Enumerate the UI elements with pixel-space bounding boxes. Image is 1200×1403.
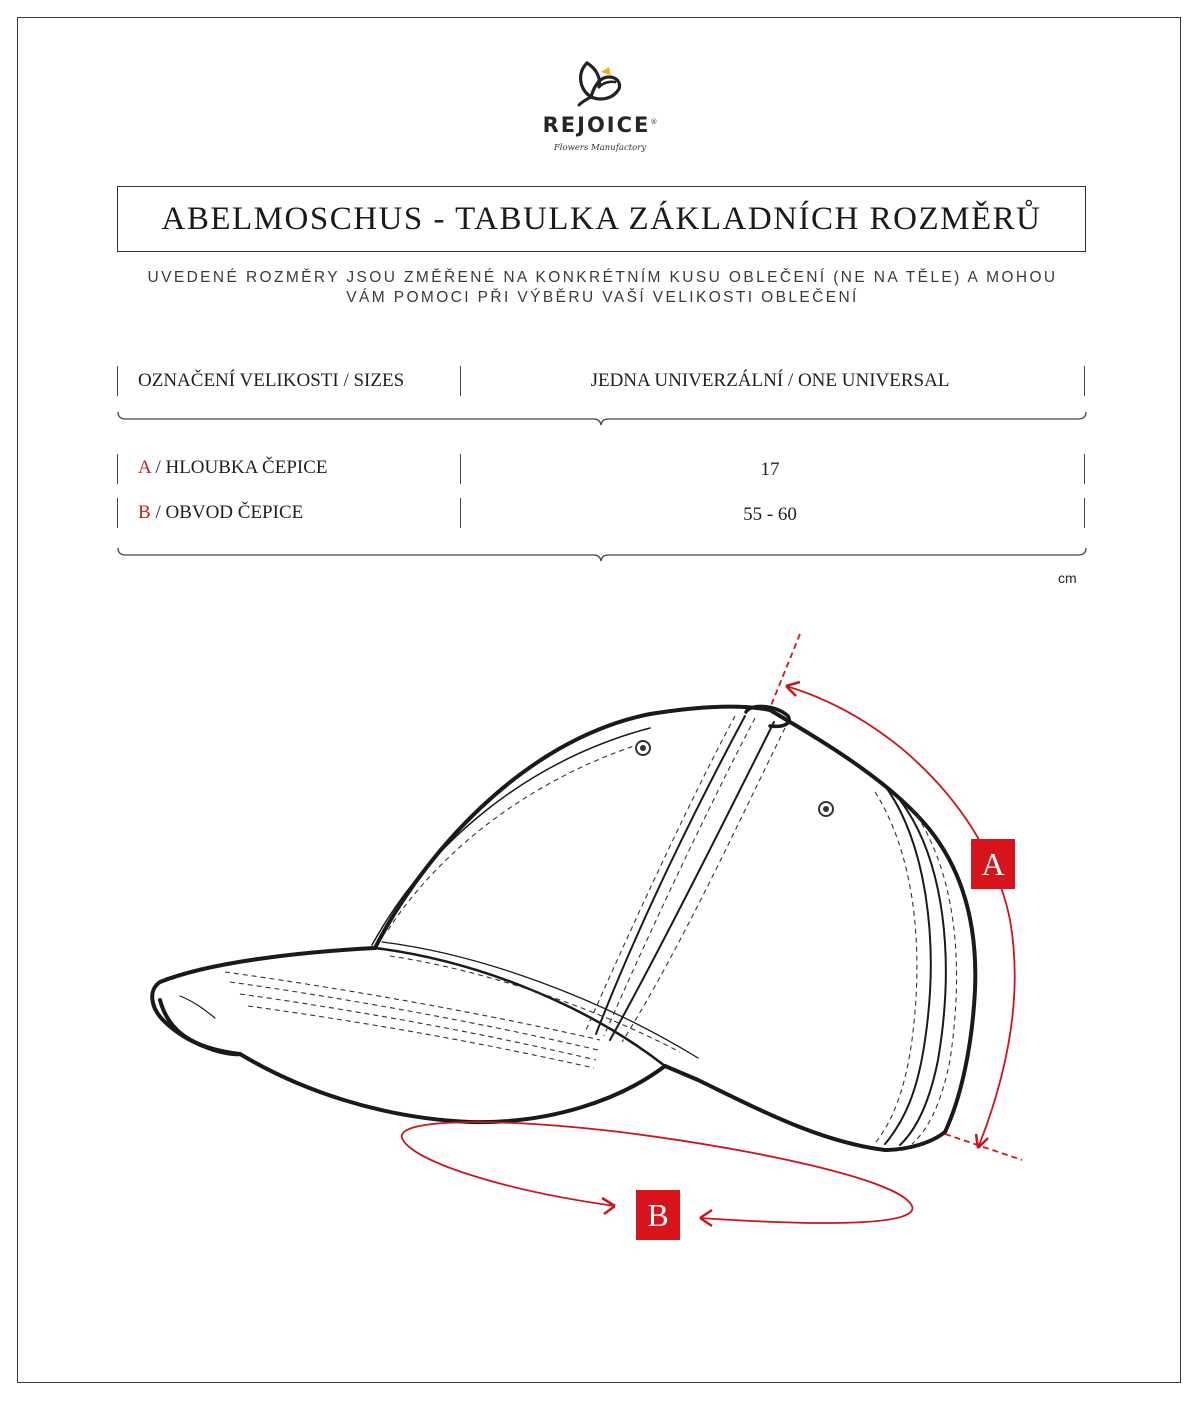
measurement-note: UVEDENÉ ROZMĚRY JSOU ZMĚŘENÉ NA KONKRÉTNÍM KUSU OBLEČENÍ (NE NA TĚLE) A MOHOU VÁM POMOCI PŘI VÝBĚRU VAŠÍ VELIKOSTI OBLEČENÍ	[147, 269, 1058, 306]
eyelet-icon	[636, 741, 650, 755]
brand-name: REJOICE®	[542, 113, 658, 137]
header-divider	[118, 412, 1086, 425]
row-value: 55 - 60	[743, 504, 797, 525]
table-bottom-divider	[118, 548, 1086, 561]
table-dividers	[0, 0, 1200, 600]
size-column-header: JEDNA UNIVERZÁLNÍ / ONE UNIVERSAL	[590, 370, 950, 391]
cap-outline	[152, 706, 975, 1150]
stitching-lines	[225, 716, 957, 1144]
cap-diagram	[0, 600, 1200, 1300]
row-value: 17	[760, 459, 780, 480]
measurement-a-arc	[770, 634, 1022, 1160]
row-label: A / HLOUBKA ČEPICE	[138, 457, 328, 478]
page-title: ABELMOSCHUS - TABULKA ZÁKLADNÍCH ROZMĚRŮ	[117, 186, 1086, 252]
brand-tagline: Flowers Manufactory	[553, 143, 647, 153]
size-label-header: OZNAČENÍ VELIKOSTI / SIZES	[138, 370, 405, 391]
eyelet-icon	[819, 802, 833, 816]
row-label: B / OBVOD ČEPICE	[138, 502, 304, 523]
marker-a-label: A	[971, 839, 1015, 889]
unit-label: cm	[1058, 570, 1077, 586]
marker-b-label: B	[636, 1190, 680, 1240]
